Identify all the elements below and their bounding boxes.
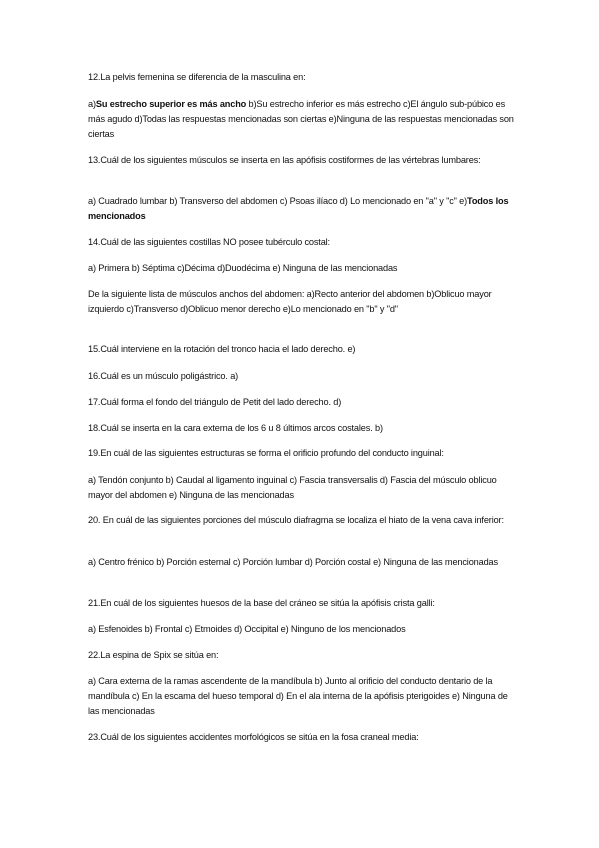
question-19 [88, 446, 516, 461]
question-23 [88, 730, 516, 745]
paragraph-text: 18.Cuál se inserta en la cara externa de los 6 u 8 últimos arcos costales. b) [88, 423, 383, 433]
paragraph-text: 20. En cuál de las siguientes porciones del músculo diafragma se localiza el hiato de la vena cava inferior: [88, 515, 504, 525]
question-15 [88, 342, 516, 357]
paragraph-text: 16.Cuál es un músculo poligástrico. a) [88, 371, 239, 381]
bold-answer-text: Su estrecho superior es más ancho [95, 99, 247, 109]
question-12 [88, 70, 516, 85]
paragraph-text: a) Centro frénico b) Porción esternal c) Porción lumbar d) Porción costal e) Ninguna de las mencionadas [88, 557, 498, 567]
question-22-options [88, 674, 516, 719]
paragraph-text: a) Tendón conjunto b) Caudal al ligamento inguinal c) Fascia transversalis d) Fascia del músculo oblicuo mayor del abdomen e) Ninguna de las mencionadas [88, 475, 497, 500]
paragraph-text: 22.La espina de Spix se sitúa en: [88, 650, 219, 660]
paragraph-text: a) Esfenoides b) Frontal c) Etmoides d) Occipital e) Ninguno de los mencionados [88, 624, 406, 634]
paragraph-text: 14.Cuál de las siguientes costillas NO posee tubérculo costal: [88, 237, 330, 247]
paragraph-text: 13.Cuál de los siguientes músculos se inserta en las apófisis costiformes de las vértebras lumbares: [88, 155, 481, 165]
paragraph-text: b)Su estrecho inferior es más estrecho c)El ángulo sub-púbico es más agudo d)Todas las respuestas mencionadas son ciertas e)Ninguna de las respuestas mencionadas son ciertas [88, 99, 514, 139]
question-14 [88, 235, 516, 250]
paragraph-text: a) Cuadrado lumbar b) Transverso del abdomen c) Psoas ilíaco d) Lo mencionado en "a" y "c" e) [88, 196, 468, 206]
paragraph-text: 23.Cuál de los siguientes accidentes morfológicos se sitúa en la fosa craneal media: [88, 732, 419, 742]
question-20 [88, 513, 516, 528]
paragraph-text: a) [88, 99, 96, 109]
paragraph-text: De la siguiente lista de músculos anchos del abdomen: a)Recto anterior del abdomen b)Oblicuo mayor izquierdo c)Transverso d)Oblicuo menor derecho e)Lo mencionado en "b" y "d" [88, 289, 492, 314]
question-19-options [88, 473, 516, 503]
question-14-options [88, 261, 516, 276]
question-12-options [88, 97, 516, 142]
question-13 [88, 153, 516, 168]
question-18 [88, 421, 516, 436]
question-16 [88, 369, 516, 384]
question-22 [88, 648, 516, 663]
question-13-options [88, 194, 516, 224]
paragraph-text: 12.La pelvis femenina se diferencia de la masculina en: [88, 72, 306, 82]
question-21 [88, 596, 516, 611]
question-20-options [88, 555, 516, 570]
paragraph-text: 15.Cuál interviene en la rotación del tronco hacia el lado derecho. e) [88, 344, 356, 354]
question-17 [88, 395, 516, 410]
paragraph-text: 17.Cuál forma el fondo del triángulo de Petit del lado derecho. d) [88, 397, 342, 407]
bold-answer-text: Todos los mencionados [88, 196, 509, 221]
paragraph-text: 19.En cuál de las siguientes estructuras se forma el orificio profundo del conducto inguinal: [88, 448, 444, 458]
question-21-options [88, 622, 516, 637]
paragraph-text: a) Primera b) Séptima c)Décima d)Duodécima e) Ninguna de las mencionadas [88, 263, 398, 273]
paragraph-text: a) Cara externa de la ramas ascendente de la mandíbula b) Junto al orificio del conducto dentario de la mandíbula c) En la escama del hueso temporal d) En el ala interna de la apófisis pterigoides e) Ninguna de las mencionadas [88, 676, 508, 716]
paragraph-text: 21.En cuál de los siguientes huesos de la base del cráneo se sitúa la apófisis crista galli: [88, 598, 435, 608]
muscle-list-intro [88, 287, 516, 317]
